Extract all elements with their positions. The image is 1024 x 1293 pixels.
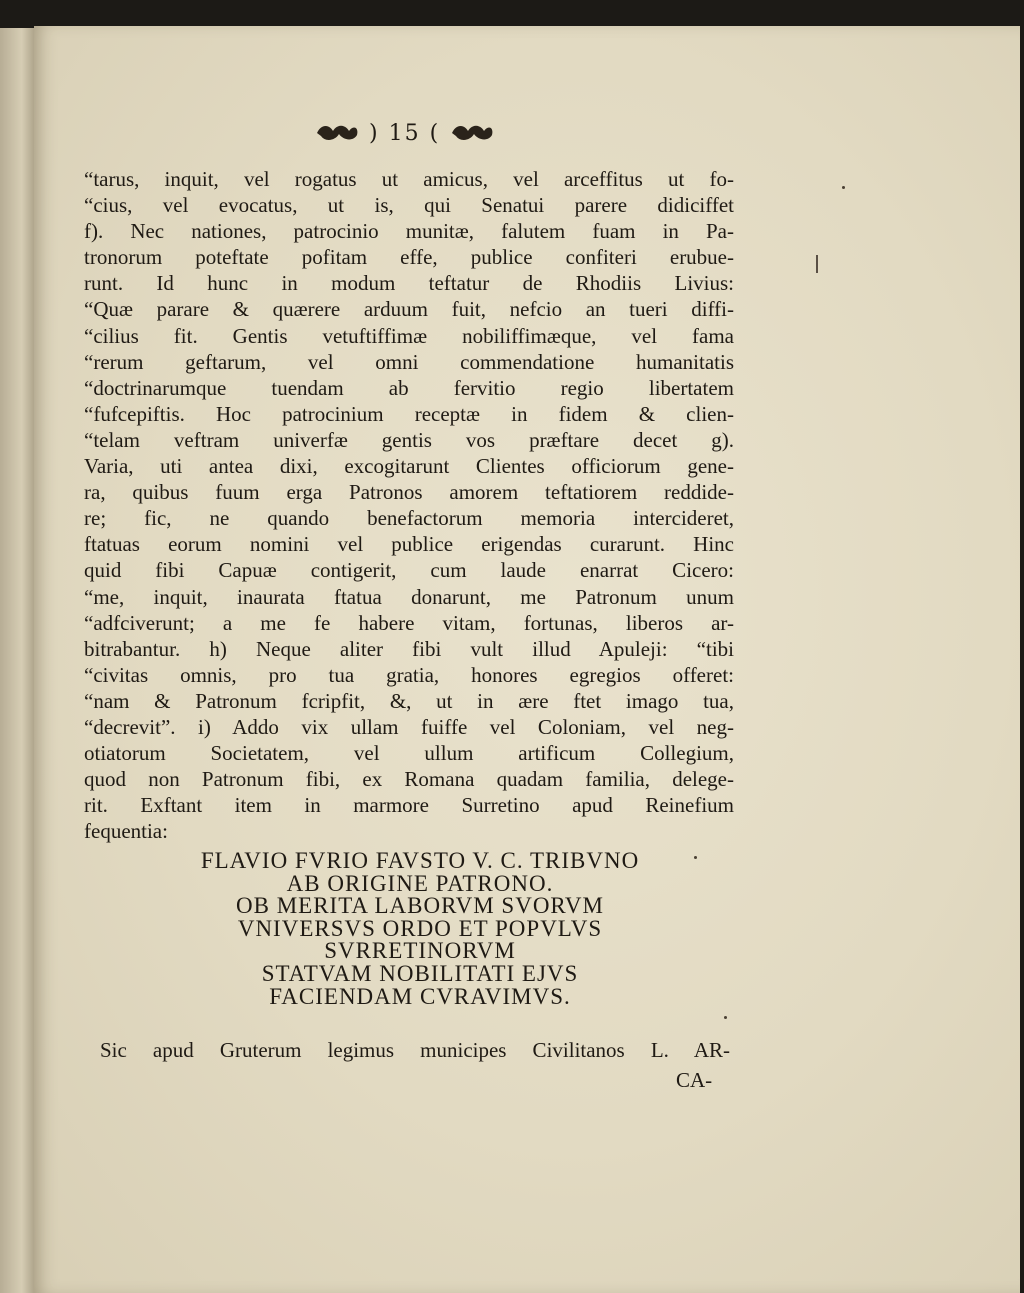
body-line: fequentia: (84, 819, 168, 844)
body-line: quid fibi Capuæ contigerit, cum laude enarrat Cicero: (84, 558, 734, 583)
inscription-block (120, 850, 720, 1008)
body-line: “nam & Patronum fcripfit, &, ut in ære ftet imago tua, (84, 688, 734, 713)
body-line: “rerum geftarum, vel omni commendatione humanitatis (84, 349, 734, 374)
body-line: “doctrinarumque tuendam ab fervitio regio libertatem (84, 375, 734, 400)
body-line: quod non Patronum fibi, ex Romana quadam familia, delege- (84, 767, 734, 792)
body-line: runt. Id hunc in modum teftatur de Rhodiis Livius: (84, 271, 734, 296)
body-line: f). Nec nationes, patrocinio munitæ, falutem fuam in Pa- (84, 219, 734, 244)
inscription-line: STATVAM NOBILITATI EJVS (261, 960, 579, 986)
closing-text (100, 1035, 730, 1065)
body-text (84, 166, 734, 844)
inscription-line: VNIVERSVS ORDO ET POPVLVS (237, 915, 603, 941)
body-line: “decrevit”. i) Addo vix ullam fuiffe vel Coloniam, vel neg- (84, 714, 734, 739)
page-speck (724, 1016, 727, 1019)
body-line: tronorum poteftate pofitam effe, publice confiteri erubue- (84, 245, 734, 270)
inscription-line: SVRRETINORVM (324, 938, 516, 964)
ornament-right-icon (448, 122, 496, 144)
body-line: ra, quibus fuum erga Patronos amorem teftatiorem reddide- (84, 480, 734, 505)
facing-page-edge (0, 28, 36, 1293)
inscription-line: AB ORIGINE PATRONO. (286, 870, 554, 896)
body-line: “civitas omnis, pro tua gratia, honores egregios offeret: (84, 662, 734, 687)
running-header (313, 118, 573, 148)
body-line: otiatorum Societatem, vel ullum artificum Collegium, (84, 741, 734, 766)
page-number: ) 15 ( (369, 120, 441, 146)
body-line: “fufcepiftis. Hoc patrocinium receptæ in fidem & clien- (84, 401, 734, 426)
margin-mark (816, 255, 818, 273)
page-speck (842, 186, 845, 189)
inscription-line: OB MERITA LABORVM SVORVM (236, 893, 604, 919)
body-line: Varia, uti antea dixi, excogitarunt Clientes officiorum gene- (84, 454, 734, 479)
body-line: “cilius fit. Gentis vetuftiffimæ nobiliffimæque, vel fama (84, 323, 734, 348)
body-line: “telam veftram univerfæ gentis vos præftare decet g). (84, 427, 734, 452)
body-line: ftatuas eorum nomini vel publice erigendas curarunt. Hinc (84, 532, 734, 557)
ornament-left-icon (313, 122, 361, 144)
closing-line: Sic apud Gruterum legimus municipes Civilitanos L. AR- (100, 1038, 730, 1062)
body-line: “adfciverunt; a me fe habere vitam, fortunas, liberos ar- (84, 610, 734, 635)
body-line: “cius, vel evocatus, ut is, qui Senatui parere didiciffet (84, 193, 734, 218)
catchword: CA- (676, 1068, 713, 1092)
inscription-line: FACIENDAM CVRAVIMVS. (269, 983, 571, 1009)
body-line: bitrabantur. h) Neque aliter fibi vult illud Apuleji: “tibi (84, 636, 734, 661)
inscription-line: FLAVIO FVRIO FAVSTO V. C. TRIBVNO (200, 848, 640, 873)
body-line: “tarus, inquit, vel rogatus ut amicus, vel arceffitus ut fo- (84, 167, 734, 191)
body-line: re; fic, ne quando benefactorum memoria intercideret, (84, 506, 734, 531)
body-line: rit. Exftant item in marmore Surretino apud Reinefium (84, 793, 734, 818)
body-line: “Quæ parare & quærere arduum fuit, nefcio an tueri diffi- (84, 297, 734, 322)
body-line: “me, inquit, inaurata ftatua donarunt, me Patronum unum (84, 584, 734, 609)
